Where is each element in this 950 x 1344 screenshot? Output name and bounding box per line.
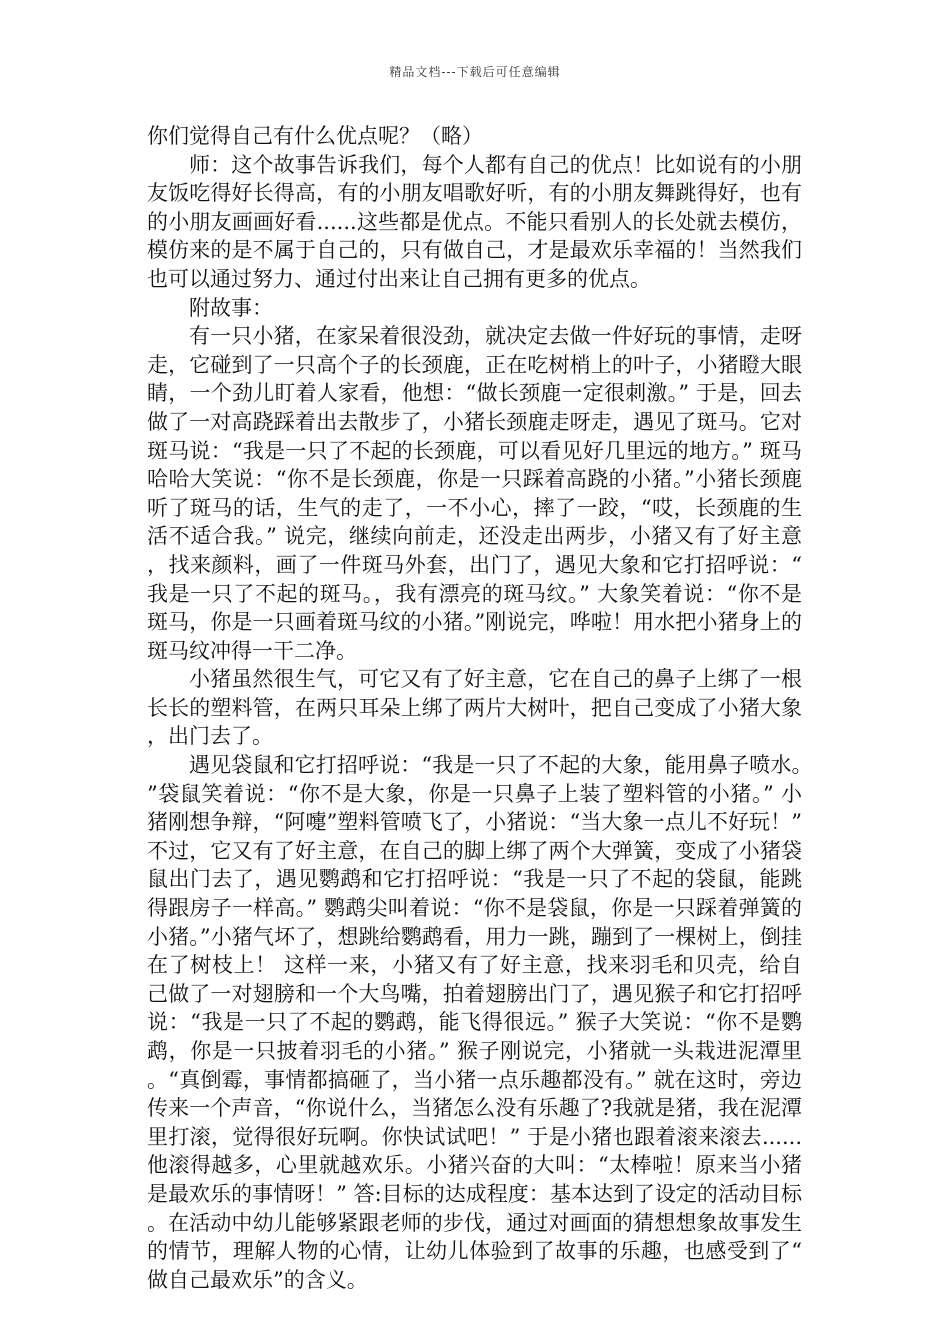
paragraph-teacher-summary: 师：这个故事告诉我们，每个人都有自己的优点！比如说有的小朋友饭吃得好长得高，有的小朋友唱歌好听，有的小朋友舞跳得好，也有的小朋友画画好看......这些都是优点。不能只看别人的长处就去模仿，模仿来的是不属于自己的，只有做自己，才是最欢乐幸福的！当然我们也可以通过努力、通过付出来让自己拥有更多的优点。 [147,152,802,291]
document-body [147,122,802,1294]
paragraph-story-part-1: 有一只小猪，在家呆着很没劲，就决定去做一件好玩的事情，走呀走，它碰到了一只高个子的长颈鹿，正在吃树梢上的叶子，小猪瞪大眼睛，一个劲儿盯着人家看，他想：“做长颈鹿一定很刺激。” 于是，回去做了一对高跷踩着出去散步了，小猪长颈鹿走呀走，遇见了斑马。它对斑马说：“我是一只了不起的长颈鹿，可以看见好几里远的地方。” 斑马哈哈大笑说：“你不是长颈鹿，你是一只踩着高跷的小猪。”小猪长颈鹿听了斑马的话，生气的走了，一不小心，摔了一跤，“哎，长颈鹿的生活不适合我。” 说完，继续向前走，还没走出两步，小猪又有了好主意，找来颜料，画了一件斑马外套，出门了，遇见大象和它打招呼说：“我是一只了不起的斑马。，我有漂亮的斑马纹。” 大象笑着说：“你不是斑马，你是一只画着斑马纹的小猪。”刚说完，哗啦！用水把小猪身上的斑马纹冲得一干二净。 [147,324,802,663]
page-header: 精品文档---下载后可任意编辑 [389,65,561,79]
paragraph-story-heading: 附故事： [189,295,273,320]
paragraph-story-part-2: 小猪虽然很生气，可它又有了好主意，它在自己的鼻子上绑了一根长长的塑料管，在两只耳朵上绑了两片大树叶，把自己变成了小猪大象，出门去了。 [147,667,802,749]
paragraph-story-part-3: 遇见袋鼠和它打招呼说：“我是一只了不起的大象，能用鼻子喷水。”袋鼠笑着说：“你不是大象，你是一只鼻子上装了塑料管的小猪。” 小猪刚想争辩，“阿嚏”塑料管喷飞了，小猪说：“当大象一点儿不好玩！” 不过，它又有了好主意，在自己的脚上绑了两个大弹簧，变成了小猪袋鼠出门去了，遇见鹦鹉和它打招呼说：“我是一只了不起的袋鼠，能跳得跟房子一样高。” 鹦鹉尖叫着说：“你不是袋鼠，你是一只踩着弹簧的小猪。”小猪气坏了，想跳给鹦鹉看，用力一跳，蹦到了一棵树上，倒挂在了树枝上！ 这样一来，小猪又有了好主意，找来羽毛和贝壳，给自己做了一对翅膀和一个大鸟嘴，拍着翅膀出门了，遇见猴子和它打招呼说：“我是一只了不起的鹦鹉，能飞得很远。” 猴子大笑说：“你不是鹦鹉，你是一只披着羽毛的小猪。” 猴子刚说完，小猪就一头栽进泥潭里。“真倒霉，事情都搞砸了，当小猪一点乐趣都没有。” 就在这时，旁边传来一个声音，“你说什么，当猪怎么没有乐趣了?我就是猪，我在泥潭里打滚，觉得很好玩啊。你快试试吧！” 于是小猪也跟着滚来滚去......他滚得越多，心里就越欢乐。小猪兴奋的大叫：“太棒啦！原来当小猪是最欢乐的事情呀！” 答:目标的达成程度：基本达到了设定的活动目标。在活动中幼儿能够紧跟老师的步伐，通过对画面的猜想想象故事发生的情节，理解人物的心情，让幼儿体验到了故事的乐趣，也感受到了“做自己最欢乐”的含义。 [147,753,802,1292]
paragraph-question: 你们觉得自己有什么优点呢？（略） [147,124,483,148]
